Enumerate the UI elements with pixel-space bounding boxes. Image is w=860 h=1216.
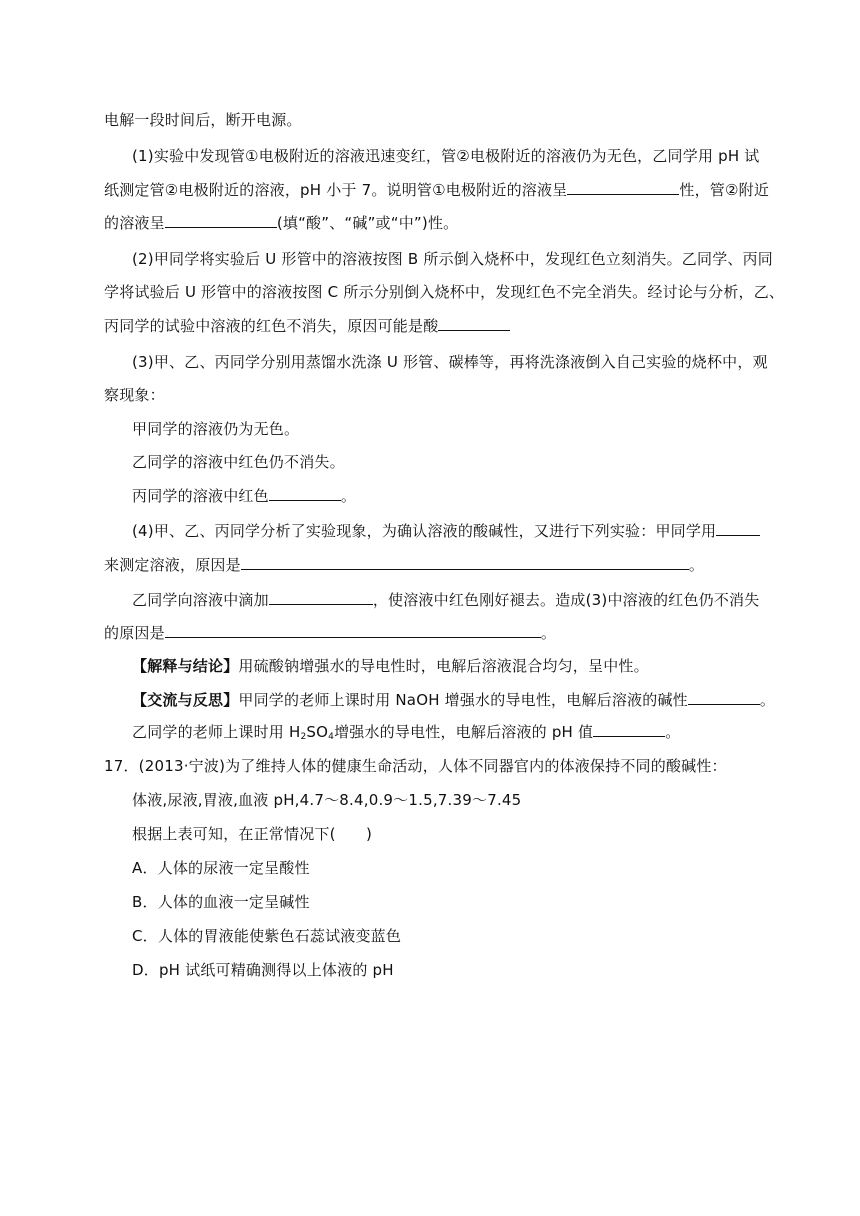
question-17-title bbox=[104, 756, 727, 776]
text: 的溶液呈 bbox=[104, 214, 165, 232]
text: 性，管②附近 bbox=[679, 181, 770, 199]
text-line-12 bbox=[132, 486, 356, 506]
answer-blank[interactable] bbox=[165, 623, 541, 638]
text-line-10 bbox=[132, 419, 299, 439]
text: 丙同学的试验中溶液的红色不消失，原因可能是酸 bbox=[104, 317, 439, 335]
text-line-15 bbox=[132, 590, 759, 610]
text-line-4 bbox=[104, 213, 458, 233]
text: 察现象： bbox=[104, 386, 165, 404]
answer-blank[interactable] bbox=[165, 213, 277, 228]
text: 丙同学的溶液中红色 bbox=[132, 487, 269, 505]
conclusion-line bbox=[132, 656, 649, 676]
text: 来测定溶液，原因是 bbox=[104, 556, 241, 574]
answer-blank[interactable] bbox=[438, 316, 510, 331]
text-line-5 bbox=[132, 249, 773, 269]
section-label: 【解释与结论】 bbox=[132, 657, 239, 675]
text: 。 bbox=[759, 691, 776, 709]
text: 电解一段时间后，断开电源。 bbox=[104, 111, 302, 129]
text: 。 bbox=[340, 487, 357, 505]
question-stem bbox=[132, 824, 372, 844]
text: (2)甲同学将实验后 U 形管中的溶液按图 B 所示倒入烧杯中，发现红色立刻消失。乙同学、丙同 bbox=[132, 250, 773, 268]
option-a bbox=[132, 858, 310, 878]
text-line-19 bbox=[132, 722, 680, 747]
text: C．人体的胃液能使紫色石蕊试液变蓝色 bbox=[132, 927, 402, 945]
text: 。 bbox=[688, 556, 705, 574]
text-line-8 bbox=[132, 352, 768, 372]
text: 乙同学的老师上课时用 H bbox=[132, 723, 301, 741]
subscript: 2 bbox=[300, 732, 307, 742]
text: 甲同学的溶液仍为无色。 bbox=[132, 420, 300, 438]
text-line-13 bbox=[132, 521, 760, 541]
text-line-11 bbox=[132, 452, 345, 472]
text: (4)甲、乙、丙同学分析了实验现象，为确认溶液的酸碱性，又进行下列实验：甲同学用 bbox=[132, 522, 717, 540]
text: 乙同学的溶液中红色仍不消失。 bbox=[132, 453, 345, 471]
reflection-line bbox=[132, 690, 775, 710]
answer-blank[interactable] bbox=[716, 521, 760, 536]
text: D．pH 试纸可精确测得以上体液的 pH bbox=[132, 961, 394, 979]
answer-blank[interactable] bbox=[593, 722, 665, 737]
text: A．人体的尿液一定呈酸性 bbox=[132, 859, 310, 877]
text: 乙同学向溶液中滴加 bbox=[132, 591, 269, 609]
text-line-6 bbox=[104, 282, 784, 302]
text: (填“酸”、“碱”或“中”)性。 bbox=[276, 214, 459, 232]
text: B．人体的血液一定呈碱性 bbox=[132, 893, 310, 911]
answer-blank[interactable] bbox=[241, 555, 689, 570]
option-c bbox=[132, 926, 401, 946]
text: 的原因是 bbox=[104, 624, 165, 642]
ph-table-line bbox=[132, 790, 521, 810]
text: 纸测定管②电极附近的溶液，pH 小于 7。说明管①电极附近的溶液呈 bbox=[104, 181, 568, 199]
text: 。 bbox=[540, 624, 557, 642]
text-line-16 bbox=[104, 623, 556, 643]
answer-blank[interactable] bbox=[269, 590, 373, 605]
section-label: 【交流与反思】 bbox=[132, 691, 239, 709]
answer-blank[interactable] bbox=[567, 180, 679, 195]
text: SO bbox=[306, 723, 329, 741]
text: 用硫酸钠增强水的导电性时，电解后溶液混合均匀，呈中性。 bbox=[238, 657, 649, 675]
text: 增强水的导电性，电解后溶液的 pH 值 bbox=[334, 723, 594, 741]
option-b bbox=[132, 892, 310, 912]
option-d bbox=[132, 960, 394, 980]
text-line-3 bbox=[104, 180, 769, 200]
text-line-2 bbox=[132, 146, 759, 166]
text: 学将试验后 U 形管中的溶液按图 C 所示分别倒入烧杯中，发现红色不完全消失。经讨论与分析，乙、 bbox=[104, 283, 785, 301]
text-line-14 bbox=[104, 555, 704, 575]
text: 17．(2013·宁波)为了维持人体的健康生命活动，人体不同器官内的体液保持不同的酸碱性： bbox=[104, 757, 727, 775]
answer-blank[interactable] bbox=[269, 486, 341, 501]
text-line-9 bbox=[104, 385, 165, 405]
subscript: 4 bbox=[328, 732, 335, 742]
text: 体液,尿液,胃液,血液 pH,4.7～8.4,0.9～1.5,7.39～7.45 bbox=[132, 791, 522, 809]
text: 根据上表可知，在正常情况下( ) bbox=[132, 825, 373, 843]
text: 甲同学的老师上课时用 NaOH 增强水的导电性，电解后溶液的碱性 bbox=[238, 691, 688, 709]
text-line-1 bbox=[104, 110, 302, 130]
answer-blank[interactable] bbox=[688, 690, 760, 705]
text: (1)实验中发现管①电极附近的溶液迅速变红，管②电极附近的溶液仍为无色，乙同学用 pH 试 bbox=[132, 147, 760, 165]
text: (3)甲、乙、丙同学分别用蒸馏水洗涤 U 形管、碳棒等，再将洗涤液倒入自己实验的烧杯中，观 bbox=[132, 353, 768, 371]
text: ，使溶液中红色刚好褪去。造成(3)中溶液的红色仍不消失 bbox=[372, 591, 760, 609]
text-line-7 bbox=[104, 316, 510, 336]
text: 。 bbox=[665, 723, 681, 741]
